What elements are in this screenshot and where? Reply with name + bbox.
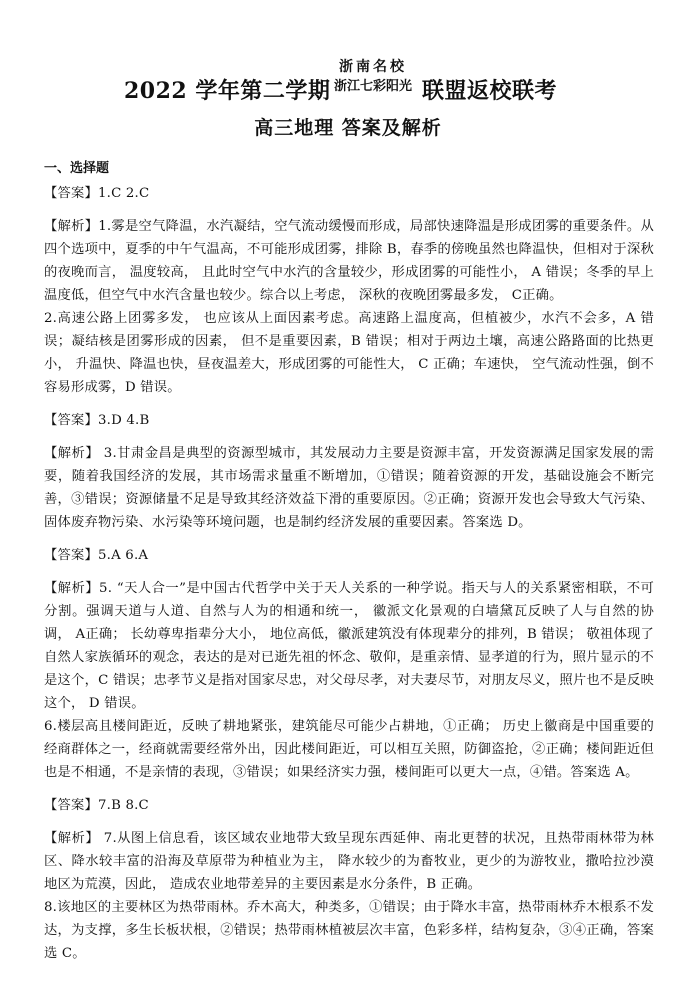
title-year-term: 2022 学年第二学期 [124,78,331,104]
explanation-paragraph: 【解析】 7.从图上信息看，该区域农业地带大致呈现东西延伸、南北更替的状况，且热带雨林带为林区、降水较丰富的沿海及草原带为种植业为主， 降水较少的为畜牧业，更少的为游牧业，撒哈拉沙漠地区为荒漠，因此， 造成农业地带差异的主要因素是水分条件，B 正确。 [44,831,654,892]
title-row [0,58,696,102]
page-subtitle: 高三地理 答案及解析 [254,117,442,139]
explanation-paragraph: 8.该地区的主要林区为热带雨林。乔木高大，种类多，①错误；由于降水丰富，热带雨林乔木根系不发达，为支撑，多生长板状根，②错误；热带雨林植被层次丰富，色彩多样，结构复杂，③④正确，答案选 C。 [44,900,654,961]
answer-line: 【答案】1.C 2.C [44,186,150,201]
title-alliance-names [326,58,420,96]
answer-line: 【答案】5.A 6.A [44,548,149,563]
title-alliance-top: 浙南名校 [339,59,407,75]
title-alliance-bottom: 浙江七彩阳光 [333,79,412,94]
explanation-paragraph: 【解析】5. “天人合一”是中国古代哲学中关于天人关系的一种学说。指天与人的关系紧密相联，不可分割。强调天道与人道、自然与人为的相通和统一， 徽派文化景观的白墙黛瓦反映了人与自然的协调， A正确； 长幼尊卑指辈分大小， 地位高低，徽派建筑没有体现辈分的排列，B 错误； 敬祖体现了自然人家族循环的观念，表达的是对已逝先祖的怀念、敬仰，是重亲情、显孝道的行为，照片显示的不是这个，C 错误；忠孝节义是指对国家尽忠，对父母尽孝，对夫妻尽节，对朋友尽义，照片也不是反映这个， D 错误。 [44,581,654,711]
explanation-paragraph: 2.高速公路上团雾多发， 也应该从上面因素考虑。高速路上温度高，但植被少，水汽不会多，A 错误；凝结核是团雾形成的因素， 但不是重要因素，B 错误；相对于两边土壤，高速公路路面的比热更小， 升温快、降温也快，昼夜温差大，形成团雾的可能性大， C 正确；车速快， 空气流动性强，倒不容易形成雾，D 错误。 [44,311,654,395]
answer-blocks [44,182,654,965]
section-heading: 一、选择题 [44,161,110,176]
answer-line: 【答案】3.D 4.B [44,413,150,428]
explanation-paragraph: 【解析】 3.甘肃金昌是典型的资源型城市，其发展动力主要是资源丰富，开发资源满足国家发展的需要，随着我国经济的发展，其市场需求量重不断增加，①错误；随着资源的开发，基础设施会不断完善，③错误；资源储量不足是导致其经济效益下滑的重要原因。②正确；资源开发也会导致大气污染、固体废弃物污染、水污染等环境问题，也是制约经济发展的重要因素。答案选 D。 [44,446,654,530]
title-exam-name: 联盟返校联考 [422,78,558,104]
explanation-paragraph: 6.楼层高且楼间距近，反映了耕地紧张，建筑能尽可能少占耕地，①正确； 历史上徽商是中国重要的经商群体之一，经商就需要经常外出，因此楼间距近，可以相互关照，防御盗抢，②正确；楼间距近但也是不相通，不是亲情的表现，③错误；如果经济实力强，楼间距可以更大一点，④错。答案选 A。 [44,719,654,780]
answer-line: 【答案】7.B 8.C [44,798,149,813]
explanation-paragraph: 【解析】1.雾是空气降温，水汽凝结，空气流动缓慢而形成，局部快速降温是形成团雾的重要条件。从四个选项中，夏季的中午气温高，不可能形成团雾，排除 B，春季的傍晚虽然也降温快，但相对于深秋的夜晚而言， 温度较高， 且此时空气中水汽的含量较少，形成团雾的可能性小， A 错误；冬季的早上温度低，但空气中水汽含量也较少。综合以上考虑， 深秋的夜晚团雾最多发， C正确。 [44,219,654,303]
